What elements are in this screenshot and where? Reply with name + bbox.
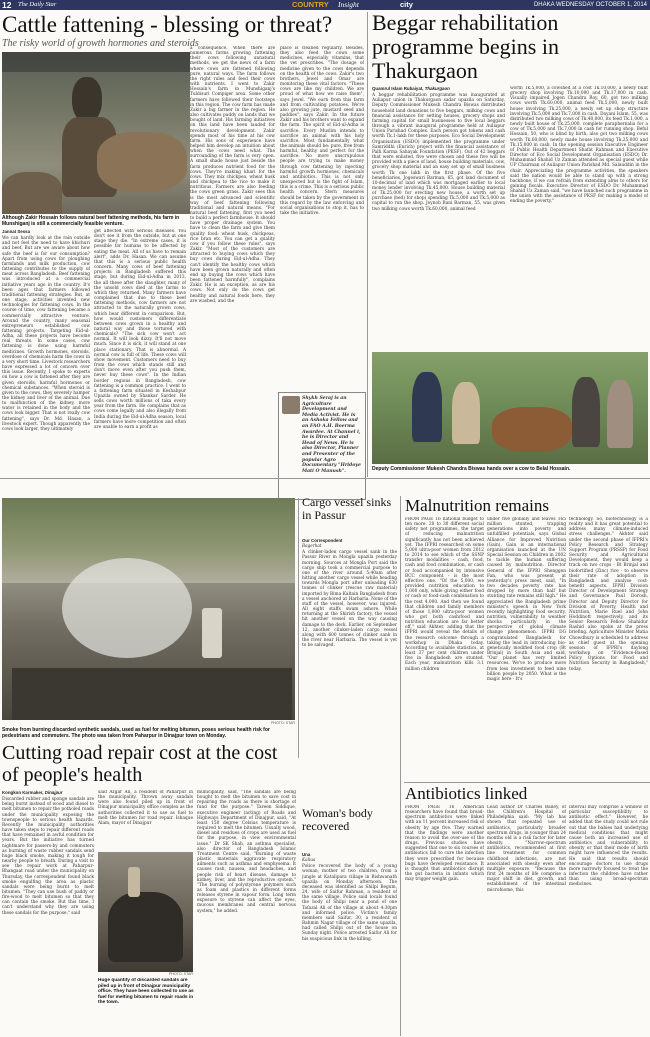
antibiotics-text-col2 — [487, 805, 566, 1035]
roadrepair-paragraph: Discarded rubber and sponge sandals are being burnt instead of wood and diesel to melt bitumen to repair the potholed roads under the municipality exposing the townspeople to serious health hazards. Recently the municipality authorities have taken steps to repair different roads that have remained in awful condition for years. But the initiative has turned nightmare for passers-by and commuters as burning of waste rubber sandals send huge black smoke, making it tough for nearby people to breath. During a visit to see the repair work at Paharpur-Bhangaat road under the municipality on Thursday, the correspondent found black smoke engulfing the area as plastic sandals were being burnt to melt bitumen. "They can use bush of paddy or fire-wood to melt bitumen so that they can contain the smoke. But this time, I can't understand why they are using these sandals for the purpose," said — [2, 797, 94, 916]
cattle-paragraph: We can hardly look at the rain outside and not feel the need to have khichuri and beef. But are we aware about how safe the beef is for our consumption? Apart from using cows for ploughing farmlands and milk production, cow fattening contributes to the supply of meat across Bangladesh. Beef fattening was introduced at a commercial initiative years ago in the country. It's been ages that farmers followed traditional fattening strategies. But, at one stage, activities invented new technologies for fattening cows. In the course of time, cow fattening became a commercially attractive venture. Around the country, many seasonal entrepreneurs established cow fattening projects. Targeting Eid-ul-Adha, all these projects have become real threats. In some cases, cow fattening is done using harmful medicines. Growth hormones, steroids, overdose of chemicals harm the cows in a very short time. Livestock researchers have expressed a lot of concern over this issue. Recently, I spoke to experts on how a cow is fattened after they are given steroids, harmful hormones or chemical substances. "When steroid is given to the cows, they severely hamper the kidney and liver of the animal. Due to malfunction of the kidney, more water is retained in the body and the cows look bigger. That is not really cow fattening", says Dr. Md. Hasan, a livestock expert. Though apparently the cows look larger, they ultimately — [2, 236, 90, 432]
section-country: COUNTRY — [292, 0, 329, 9]
column-divider — [400, 496, 401, 1036]
cattle-text-col2 — [94, 229, 186, 541]
roadrepair-text-col2 — [98, 790, 193, 850]
body-text — [302, 852, 397, 1035]
road-photo-caption: Huge quantity of discarded sandals are piled up in front of Dinajpur municipality office. They have been collected to use as fuel for melting bitumen to repair roads in the town. — [98, 978, 194, 1006]
beggar-text-col2 — [510, 86, 648, 351]
antibiotics-text-col1 — [405, 805, 484, 1035]
antibiotics-paragraph: Lead author Dr Charles Bailey, of the Children's Hospital of Philadelphia said: "My lab has shown that repeated use of antibiotics, particularly broader spectrum drugs, in younger than 24 months old is a risk factor for later obesity. "Narrow-spectrum antibiotics, recommended at first line treatment for common childhood infections, are not associated with obesity even after multiple exposure. "Because the first 24 months of life comprise a major shift in diet, growth, and establishment of the intestinal microbiome, this — [487, 805, 566, 893]
roadrepair-text-col3 — [197, 790, 296, 1035]
cargo-paragraph: A clinker-laden cargo vessel sank in the Passur River in Mongla upazila yesterday morning. Sources at Mongla Port said the cargo ship took a commercial purpose to one of the river around 5:40am after hitting another cargo vessel while heading towards Mongla port after unloading 630 tonnes of clinker (rescue raw material) imported by Bima Kaltain Bangladesh from a vessel anchored at Harbaria. None of the staff of the vessel, however, was injured. All eight staffs swam ashore. While returning at the Shirish factory, the vessel hit another vessel on the way causing damage to the deck. Earlier, on September 12, another clinker-laden cargo vessel along with 600 tonnes of clinker sank in the river near Harbaria. The vessel is yet to be salvaged. — [302, 550, 397, 649]
section-insight: Insight — [338, 0, 359, 9]
beggar-paragraph: A beggar rehabilitation programme was inaugurated at Auliapur union in Thakurgaon sadar upazila on Saturday. Deputy Commissioner Mukesh Chandra Biswas distributed household land donations to five beggars, milking cows and financial assistance for setting houses, grocery shops and farming capital for small businesses to five local beggars through a vibrant inaugural programme held at Auliapur Union Parishad Complex. Each person got tokens and cash worth Tk.1-lakh for these purposes. Eco Social Development Organisation (ESDO) implemented the programme under Samriddhi (Enrich) project with the financial assistance of Palli Karma Sahayak Foundation (PKSF). Out of 42 beggars that were enlisted, five were chosen and these five will be provided with a piece of land, house building materials, cow, grocery shop material and an easy set up of small business worth Tk one lakh in the first phase. Of the five beneficiaries, Jogeswari Barman, 65, got land document of 10-decimal of land which was mortgaged earlier to local money lender involving Tk.45,000. House building material of Tk.25,000 for erecting new house, a worth set up purchase (bed) for shop) spending Tk.5,000 and Tk.5,000 as capital to run the shop. Joynob Bani Barman, 55, was given two milking cows worth Tk.60,000, animal feed — [372, 93, 505, 212]
body-paragraph: Police recovered the body of a young woman, mother of two children, from a jungle at Katalipara village in Bishwanath upazila on Monday afternoon. The deceased was identified as Shilpi Begum, 24, wife of Saifur Rahman, a resident of the same village. Police said locals found the body of Shilpi near a pond of one Tafazal Ali of the village at about 4:30pm and informed police. Victim's family members said Saifur, 30, a resident of Bahmin Nagar village of the same upazila, had called Shilpi out of the house on Sunday night. Police arrested Saifur Ali for his suspicious link in the killing. — [302, 864, 397, 942]
malnutrition-headline: Malnutrition remains — [405, 496, 550, 515]
roadrepair-paragraph: said Azgar Ali, a resident of Paharpur in the municipality. Thrown away sandals were also found piled up in front of Dinajpur municipality office complex as the authorities collected it to use as fuel to melt the bitumen for road repair. Ishaque Alam, mayor of Dinajpur — [98, 790, 193, 826]
cattle-byline: Jannat Sessa — [2, 229, 31, 234]
beggar-byline: Quamrul Islam Rubaiyat — [372, 86, 423, 91]
burning-sandals-photo — [2, 498, 295, 720]
antibiotics-headline: Antibiotics linked — [405, 784, 528, 803]
roadrepair-paragraph: municipality, said, "The sandals are being bought to melt the bitumen to save cost in repairing the roads as there is shortage of fund for the purpose." Tareen Siddique, executive engineer (acting) of Roads and Highways Department of Dinajpur, said, "At least 150 degree Celsius temperature is required to melt the bitumen. Usually wood, diesel and residues of crops are used as fuel for the purpose, in view environmental issue." Dr SK Shah, an asthma specialist, also director of Bangladesh Islamic Treatment Centre said, "Burning of waste plastic materials aggravate respiratory ailments such as asthma and emphysema. It causes rash, nausea, and headaches, and people risk of heart disease, damage to kidney, liver, and the reproductive system." "The burning of polystyrene polymers such as foam and plastics in different forms releases styrene in vapour form. Long term exposure to styrene can affect the eyes, mucous membranes and central nervous system," he added. — [197, 790, 296, 914]
beggar-byline-place: Thakurgaon — [424, 86, 450, 91]
cattle-text-col4 — [280, 46, 364, 391]
beggar-paragraph: worth Tk.5,000, a cowshed at a cost Tk.10,000, a newly built grocery shop involving Tk.10,000 and Tk.17,000 in cash. Visually impaired Jogen Chandra Roy, 60, got two milking cows worth Tk.60,000, animal feed Tk.5,000, newly built house involving Tk.25,000, a newly set up shop structure involving Tk.5,000 and Tk.7,000 in cash. Dayani Islam, 55, was distributed two milking cows of Tk.40,000, its feed Tk.1,000, a newly built house of Tk.25,000, complete paraphernalia for a cow of Tk.5,000 and Tk.7,000 in cash for running shop. Beful Hossain, 50, who is blind by birth, also got two milking cows worth Tk.60,000, newly made house involving Tk.25,000 and Tk.15,000 in cash. In the opening session Executive Engineer of Public Health Department Shafat Rahman and Executive Director of Eco Social Development Organisation (ESDO) Dr. Muhammad Shahid Uz Zaman attended as special guest while UP Chairman of Auliapur Union Parishad Md. Salauddin in the chair. Appreciating the programme activities, the speakers said the nation would be able to stand up with a strong backbone, if we can refrain from extending alms to others for gaining fiscals. Executive Director of ESDO Dr. Muhammad Shahid Uz Zaman said, "we have launched such programme in the union with the assistance of PKSF for making a model of ending the poverty." — [510, 86, 648, 205]
body-byline-place: Kaliua — [302, 857, 316, 863]
section-divider — [0, 478, 650, 479]
cargo-byline: Our Correspondent — [302, 538, 343, 543]
roadrepair-byline-place: Dinajpur — [44, 790, 63, 795]
sandals-pile-photo — [98, 852, 193, 972]
section-divider — [404, 782, 650, 783]
malnutrition-text-col2 — [487, 517, 566, 779]
column-divider — [298, 498, 299, 758]
body-byline: Una — [302, 852, 311, 857]
cattle-paragraph: a consequence. When there are numerous farms growing fattening their cows following unnatural methods, we get the news of a farm where cows are fattened following pure, natural ways. The farm follows the right rules and feed their cows with nutrients. I went to Zakir Hossain's farm in Munshiganj's Tuldisuri Compiger area. Some other farmers have followed their footsteps in this region. The cow farm has made Zakir a big farmer in the region. He also cultivates paddy on lands that we bought of land. His farming initiatives on this land have been lauded for revolutionary development. Zakir spends most of his time at his cow farm. His sons of experience have helped him develop an intuition about when the cows need what. The surrounding of the farm is very open. A small shade house just beside the farm produces nutrient food for the cows. They're making khari for the cows. They mix chickpea, wheat husk and chickpea to the rice to make it nutritious. Farmers are also feeding the cows green grass. Zakir sees this is the most advanced and scientific way of beef fattening following traditional and natural means. "For natural beef fattening, first you need to build a perfect farmhouse. It should have proper drainage system. You have to clean the farm and give them quality food: wheat husk, chickpeas, rice bran etc. You can get a quality cow if you follow these rules", says Zakir. "Most of the customers are attracted to buying cows which they buy cows during Eid-ul-Adha. They can't identify the healthy cows which have been grown naturally and often end up buying the cows which have been fattened harmfully", complains Zakir. He is an exception, as are his cows. Not only do the cows get healthy and natural foods here, they are washed, and the — [190, 46, 275, 304]
road-photo-credit: PHOTO: STAR — [168, 972, 193, 976]
cargo-text — [302, 538, 397, 800]
cattle-paragraph: get affected with serious diseases. You don't see it from the outside, but at one stage they die. "In extreme cases, it is possible for humans to be affected by eating the meat. All of us have to remain alert", adds Dr. Hasan. We can assume that this is a serious public health concern. Many cows of beef fattening projects in Bangladesh suffered this stage, but during Eid-ul-Adha in 2013, the all these after the slaughter, many of the unsold cows died at the farms to which they returned. Many farmers have complained that due to these beef fattening methods, cow farmers are not attracted to the naturally grown cows, which bear different in comparison. But, how would customers differentiate between cows grown in a healthy and natural way and those tortured with chemicals? "The sick cow won't act normal. It will look dizzy. It'll not move much. Since it is sick, it will stand at one place stationary. That is abnormal. A normal cow is full of life. These cows will show movement. Customers need to buy from the cows which stands still and don't move even after you push them, never buy these cows". In the Indian border regions in Bangladesh, cow fattening is a common practice. I went to a fattening farm situated in Keshabpur Upazila owned by Shankar Sarder. He sells cows worth millions of taka every year from the farm. He complains that as cows come legally and also illegally from India during the Eid-ul-Adha season, local farmers have more competition and often are unable to earn a profit as — [94, 229, 186, 430]
cattle-paragraph: place is cleaned regularly. Besides, they also feed the cows some medicines, especially vitamins, that the vet prescribes. "The dosage of medicine given to the cows depends on the health of the cows. Zakir's two brothers, Jewel and Omar are monitoring these vital factors. "These cows are like my children. We are proud of what how we raise them", says Jewel. "We earn from this farm and from cultivating potatoes. We're also growing jute, mustard seed and paddies", says Zakir. In the future Zakir and his brothers want to expand the farm. The spirit of Eid-ul-Adha is sacrifice. Every Muslim intends to sacrifice an animal with his holy sacrifice. Most fundamentally what the animals should be: pure, free from harmful, healthy and perfect for the sacrifice. No more unscrupulous people are trying to make money through cow fattening by injecting harmful growth hormones, chemicals and antibiotics. This is not only unexpected but is the fight of Islam, this is a crime. This is a serious public health concern. Stern measures should be taken by the government in this regard by the law enforcing and social organisations to stop it, has to take the initiative. — [280, 46, 364, 216]
cattle-photo-caption: Although Zakir Hossain follows natural beef fattening methods, his farm in Munshiganj is still a commercially feasible venture. — [2, 215, 180, 227]
cattle-farm-photo — [2, 52, 190, 214]
dateline: DHAKA WEDNESDAY OCTOBER 1, 2014 — [533, 2, 647, 8]
beggar-cow-photo — [372, 352, 648, 464]
malnutrition-paragraph: under five globally and leaves 165 million stunted, trapping generations into poverty and unfulfilled potentials, says Global Alliance for Improved Nutrition (Gain). Gain is an international organisation launched at the UN Special Session on Children in 2002 to tackle the human suffering caused by malnutrition. Director General of the IFPRI Shenggen Fan, who was present at yesterday's press meet, said, "In two decades poverty rate has dropped by more than half but stunting rate remains still high." He appreciated the Bangladesh prime minister's speech in New York recently highlighting food security, nutrition, vulnerability to weather shocks particularly in the perspective of global climate change phenomenon. IFPRI DG congratulated Bangladesh for taking the lead in introducing bio-genetically modified food crop (Bt Brinjal) in South Asia and said, "Our planet has very limited resources. We've to produce more from less investment to feed nine billion people by 2050. What is the magic here - It's — [487, 517, 566, 682]
cargo-byline-place: Bagerhat — [302, 543, 322, 549]
cargo-headline: Cargo vessel sinks in Passur — [302, 496, 392, 522]
beggar-text-col1: Quamrul Islam Rubaiyat, Thakurgaon A beggar rehabilitation programme was inaugurated at Auliapur union in Thakurgaon sadar upazila on Saturday. Deputy Commissioner Mukesh Chandra Biswas distributed household land donations to five beggars, milking cows and financial assistance for setting houses, grocery shops and farming capital for small businesses to five local beggars through a vibrant inaugural programme held at Auliapur Union Parishad Complex. Each person got tokens and cash worth Tk.1-lakh for these purposes. Eco Social Development Organisation (ESDO) implemented the programme under Samriddhi (Enrich) project with the financial assistance of Palli Karma Sahayak Foundation (PKSF). Out of 42 beggars that were enlisted, five were chosen and these five will be provided with a piece of land, house building materials, cow, grocery shop material and an easy set up of small business worth Tk one lakh in the first phase. Of the five beneficiaries, Jogeswari Barman, 65, got land document of 10-decimal of land which was mortgaged earlier to local money lender involving Tk.45,000. House building material of Tk.25,000 for erecting new house, a worth set up purchase (bed) for shop) spending Tk.5,000 and Tk.5,000 as capital to run the shop. Joynob Bani Barman, 55, was given two milking cows worth Tk.60,000, animal feed — [372, 86, 505, 212]
masthead-logo: The Daily Star — [18, 1, 57, 8]
roadrepair-headline: Cutting road repair cost at the cost of people's health — [2, 742, 278, 786]
beggar-headline: Beggar rehabilitation programme begins in Thakurgaon — [372, 11, 559, 83]
cattle-headline: Cattle fattening - blessing or threat? — [2, 12, 333, 37]
author-box — [278, 392, 366, 500]
cattle-deck: The risky world of growth hormones and steroids — [2, 38, 199, 49]
malnutrition-text-col1 — [405, 517, 484, 779]
antibiotics-text-col3 — [569, 805, 648, 1035]
author-photo — [282, 396, 300, 414]
cattle-text-col3 — [190, 46, 275, 540]
malnutrition-paragraph: FROM PAGE 16 national budget to ten more. 20 to 30 different social safety net programmes, the target of reducing malnutrition significantly has not been achieved yet. The IFPRI researched on some 5,000 ultra-poor women from 2012 to 2014 to see which of the SSNP transfer modalities - cash, food, cash and food combination, or cash or food accompanied by intensive BCC component - is the most effective one. "Of the 5,000, we provided nutrition education to 1,000 only, while giving either food or cash or food-cash combination to the rest 4,000. And then we found that children and family members of those 1,000 ultra-poor women who got both cash/food and nutrition education are far better off," said Akhter, adding that the IFPRI would reveal the details of the research outcome through a workshop in Dhaka today. According to available statistics, at least 37 per cent children under five in Bangladesh are stunted. Each year, malnutrition kills 3.1 million children — [405, 517, 484, 672]
malnutrition-text-col3 — [569, 517, 648, 779]
roadrepair-text-col1: Kongkon Karmaker, Dinajpur Discarded rubber and sponge sandals are being burnt instead of wood and diesel to melt bitumen to repair the potholed roads under the municipality exposing the townspeople to serious health hazards. Recently the municipality authorities have taken steps to repair different roads that have remained in awful condition for years. But the initiative has turned nightmare for passers-by and commuters as burning of waste rubber sandals send huge black smoke, making it tough for nearby people to breath. During a visit to see the repair work at Paharpur-Bhangaat road under the municipality on Thursday, the correspondent found black smoke engulfing the area as plastic sandals were being burnt to melt bitumen. "They can use bush of paddy or fire-wood to melt bitumen so that they can contain the smoke. But this time, I can't understand why they are using these sandals for the purpose," said — [2, 790, 94, 916]
page-number: 12 — [2, 0, 12, 10]
malnutrition-paragraph: technology. So, biotechnology is a reality and it has great potential to address many climate-induced stress challenges." Akhter said under the second phase of IFPRI's Policy Research and Strategy Support Program (PRSSP) for Food Security and Agricultural Development, they would keep a track on two crops - Bt Brinjal and biofortified (Zinc) rice - to observe their rate of adoption in Bangladesh and analyse cost-benefit aspects. IFPRI Division Director of Development Strategy and Governance Paul Dorosh, Director and Deputy Director for Division of Poverty, Health and Nutrition, Marie Ruel and John Hoddinott respectively, and its Senior Research Fellow Shahidur Rashid also spoke at the press briefing. Agriculture Minister Matia Chowdhury is scheduled to address as chief guest at the opening session of IFPRI's daylong workshop on "Evidence-Based Policy Options for Food and Nutrition Security in Bangladesh," today. — [569, 517, 648, 672]
beggar-photo-caption: Deputy Commissioner Mukesh Chandra Biswas hands over a cow to Belal Hossain. — [372, 466, 571, 472]
column-divider — [367, 12, 368, 477]
section-city: city — [400, 0, 413, 9]
page-header — [0, 0, 650, 10]
body-headline: Woman's body recovered — [302, 807, 373, 833]
sandals-photo-caption: Smoke from burning discarded synthetic sandals, used as fuel for melting bitumen, poses serious health risk for pedestrians and commuters. The photo was taken from Paharpur in Dinajpur town on Monday. — [2, 727, 270, 739]
antibiotics-paragraph: interval may comprise a window of particular susceptibility to antibiotic effect." However, he added that the study could not rule out that the babies had underlying medical conditions that might cause both an increased use of antibiotics and vulnerability to obesity or that their mode of birth might have influenced the results. He said that results should encourage doctors to use drugs more narrowly focused to treat the infection the children have rather than using broad-spectrum medicines. — [569, 805, 648, 888]
antibiotics-paragraph: FROM PAGE 16 American researchers have found that broad-spectrum antibiotics were linked with an 11 percent increased risk of obesity by age five. They warned that the findings were another reason to avoid the over-use of the drugs. Previous studies have suggested that one to six courses of antibiotics fall to cure the infection they were prescribed for because bugs have developed resistance. It is thought that antibiotics disrupt the gut bacteria in infants which may trigger weight gain. — [405, 805, 484, 883]
cattle-text-col1 — [2, 229, 90, 541]
roadrepair-byline: Kongkon Karmaker — [2, 790, 43, 795]
author-bio: Shykh Seraj is an Agriculture Development and Media Activist. He is an Ashoka Fellow and an FAO A.H. Boerma Awardee. At Channel i, he is Director and Head of News. He is also Director, Planner and Presenter of the popular Agro Documentary "Hridoye Mati O Manush". — [302, 396, 361, 474]
sandals-photo-credit: PHOTO: STAR — [270, 721, 295, 725]
